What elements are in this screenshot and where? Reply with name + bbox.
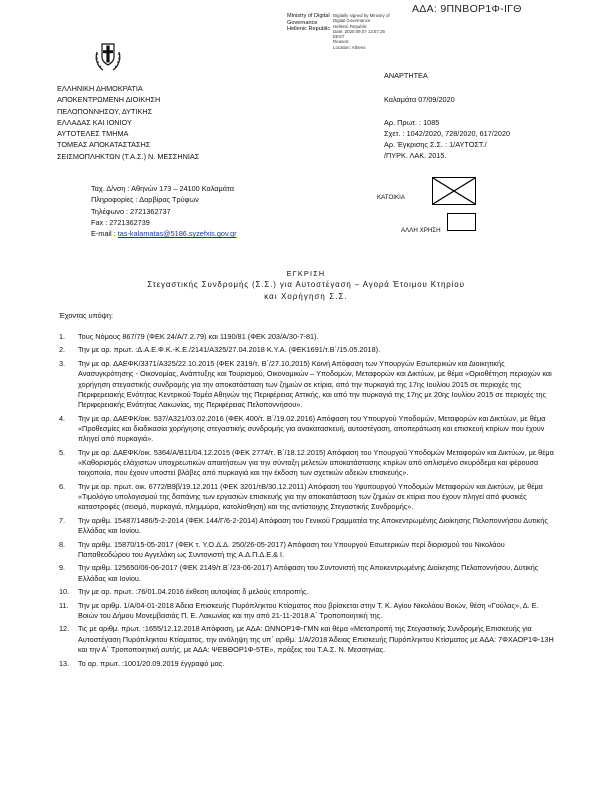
digital-signature-issuer: Ministry of Digital Governance Hellenic Republic	[287, 13, 331, 33]
email-line: E-mail : tas-kalamatas@5186.syzefxis.gov.gr	[91, 229, 237, 239]
greek-coat-of-arms-icon	[94, 38, 122, 72]
heading-title: ΕΓΚΡΙΣΗ	[286, 269, 326, 278]
other-use-label: ΑΛΛΗ ΧΡΗΣΗ	[401, 227, 441, 234]
legal-basis-list	[59, 332, 555, 672]
contact-block	[91, 183, 237, 239]
list-item: 13. Το αρ. πρωτ. :1001/20.09.2019 έγγραφό μας.	[59, 658, 225, 668]
list-item: 8. Την αριθμ. 15870/15-05-2017 (ΦΕΚ τ. Υ.Ο.Δ.Δ. 250/26-05-2017) Απόφαση του Υπουργού Εσωτερικών περί διορισμού του Νικολάου Παπαθεοδώρου του Αγγελάκη ως Συντονιστή της Α.Δ.Π.Δ.Ε.& Ι.	[59, 539, 505, 559]
decision-title-line2: και Χορήγηση Σ.Σ.	[264, 291, 348, 301]
related-documents: Σχετ. : 1042/2020, 728/2020, 617/2020	[384, 128, 511, 138]
list-item: 9. Την αριθμ. 125650/06-06-2017 (ΦΕΚ 2149/τ.Β΄/23-06-2017) Απόφαση του Συντονιστή της Αποκεντρωμένης Διοίκησης Πελοποννήσου, Δυτικής Ελλάδας και Ιονίου.	[59, 563, 539, 583]
considering-lead: Έχοντας υπόψη:	[59, 311, 113, 320]
approval-number: Αρ. Έγκρισης Σ.Σ. : 1/ΑΥΤΟΣΤ./	[384, 140, 487, 150]
fax-number: Fax : 2721362739	[91, 217, 150, 227]
list-item: 11. Την με αριθμ. 1/Α/04-01-2018 Άδεια Επισκευής Πυρόπληκτου Κτίσματος που βρίσκεται στην Τ. Κ. Αγίου Νικολάου Βοιών, θέση «Γούλας», Δ. Ε. Βοιών του Δήμου Μονεμβασιάς Π. Ε. Λακωνίας και την από 21-11-2018 Α΄ Τροποποιητική της.	[59, 600, 539, 620]
contact-person: Πληροφορίες : Δαρβίρας Τρύφων	[91, 195, 199, 205]
decision-title-line1: Στεγαστικής Συνδρομής (Σ.Σ.) για Αυτοστέγαση – Αγορά Έτοιμου Κτηρίου	[147, 280, 465, 290]
list-item: 5. Την με αρ. ΔΑΕΦΚ/οικ. 5364/Α/Β11/04.12.2015 (ΦΕΚ 2774/τ. Β΄/18.12.2015) Απόφαση του Υπουργού Υποδομών Μεταφορών και Δικτύων, με θέμα «Καθορισμός ελάχιστων υποχρεωτικών απαιτήσεων για την σύνταξη μελετών αποκατάστασης κτιρίων από οπλισμένο σκυρόδεμα και φέρουσα τοιχοποιία, που έχουν υποστεί βλάβες από πυρκαγιά και την έκδοση των σχετικών αδειών επισκευής».	[59, 447, 554, 478]
list-item: 4. Την με αρ. ΔΑΕΦΚ/οικ. 537/Α321/03.02.2016 (ΦΕΚ 400/τ. Β΄/19.02.2016) Απόφαση του Υπουργού Υποδομών, Μεταφορών και Δικτύων, με θέμα «Προθεσμίες και διαδικασία χορήγησης στεγαστικής συνδρομής για ανακατασκευή, αυτοστέγαση, αποπεράτωση και επισκευή κτιρίων που έχουν πληγεί από πυρκαγιά».	[59, 413, 546, 444]
list-item: 2. Την με αρ. πρωτ. :Δ.Α.Ε.Φ.Κ.-Κ.Ε./2141/Α325/27.04.2018 Κ.Υ.Α. (ΦΕΚ1691/τ.Β΄/15.05.2018).	[59, 345, 381, 355]
list-item: 10. Την με αρ. πρωτ. :76/01.04.2016 έκθεση αυτοψίας δ μελούς επιτροπής.	[59, 587, 309, 597]
decision-heading	[57, 268, 555, 302]
protocol-number: Αρ. Πρωτ. : 1085	[384, 117, 440, 127]
list-item: 12. Τις με αριθμ. πρωτ. :1655/12.12.2018 Απόφαση, με ΑΔΑ: ΩΝΝΟΡ1Φ-ΓΜΝ και θέμα «Μεταπροπή της Στεγαστικής Συνδρομής Επισκευής για Αυτοστέγαση Πυρόπληκτου Κτίσματος, την ανάληψη της υπ΄ αριθμ. 1/Α/2018 Άδειας Επισκευής Πυρόπληκτου Κτίσματος με ΑΔΑ: 7ΦΧΑΟΡ1Φ-13Η και την Α΄ Τροποποιητική αυτής, με ΑΔΑ: ΨΕΒΘΟΡ1Φ-5ΤΕ», πράξεις του Τ.Α.Σ. Ν. Μεσσηνίας.	[59, 624, 554, 655]
residence-label: ΚΑΤΟΙΚΙΑ	[377, 194, 405, 201]
residence-checkbox-marked	[432, 177, 476, 205]
list-item: 6. Την με αρ. πρωτ. οικ. 6772/Β9β/19.12.2011 (ΦΕΚ 3201/τΒ/30.12.2011) Απόφαση του Υφυπουργού Υποδομών Μεταφορών και Δικτύων, με θέμα «Τιμολόγιο υπολογισμού της δαπάνης των εργασιών επισκευής για την αποκατάσταση των ζημιών σε κτίρια που έχουν πληγεί από φυσικές καταστροφές (σεισμό, πυρκαγιά, πλημμύρα, κατολίσθηση) και της αντίστοιχης Στεγαστικής Συνδρομής».	[59, 481, 543, 512]
ada-code: ΑΔΑ: 9ΠΝΒΟΡ1Φ-ΙΓΘ	[412, 3, 522, 15]
posting-status: ΑΝΑΡΤΗΤΕΑ	[384, 71, 428, 80]
postal-address: Ταχ. Δ/νση : Αθηνών 173 – 24100 Καλαμάτα	[91, 184, 234, 193]
other-use-checkbox	[447, 213, 476, 231]
list-item: 7. Την αριθμ. 15487/1486/5-2-2014 (ΦΕΚ 144/Γ/6-2-2014) Απόφαση του Γενικού Γραμματέα της Αποκεντρωμένης Διοίκησης Πελοποννήσου Δυτικής Ελλάδας και Ιονίου.	[59, 515, 548, 536]
digital-signature-details: Digitally signed by Ministry of Digital Governance Hellenic Republic Date: 2020.09.07 13:57:26 EEST Reason: Location: Athens	[333, 13, 390, 50]
document-date: Καλαμάτα 07/09/2020	[384, 95, 455, 104]
list-item: 3. Την με αρ. ΔΑΕΦΚ/3371/Α325/22.10.2015 (ΦΕΚ 2319/τ. Β΄/27.10.2015) Κοινή Απόφαση των Υπουργών Εσωτερικών και Διοικητικής Ανασυγκρότησης - Οικονομίας, Ανάπτυξης και Τουρισμού, Οικονομικών – Υποδομών, Μεταφορών και Δικτύων, με θέμα «Οριοθέτηση περιοχών και χορήγηση στεγαστικής συνδρομής για την αποκατάσταση των ζημιών σε κτίρια, από την πυρκαγιά της 17ης Ιουλίου 2015 σε περιοχές της Περιφερειακής Ενότητας Κεντρικού Τομέα Αθηνών της Περιφέρειας Αττικής, και από την πυρκαγιά της 17ης με 20ης Ιουλίου 2015 σε περιοχές της Περιφερειακής Ενότητας Λακωνίας, της Περιφέρειας Πελοποννήσου».	[59, 358, 552, 410]
issuing-authority: ΕΛΛΗΝΙΚΗ ΔΗΜΟΚΡΑΤΙΑ ΑΠΟΚΕΝΤΡΩΜΕΝΗ ΔΙΟΙΚΗΣΗ ΠΕΛΟΠΟΝΝΗΣΟΥ, ΔΥΤΙΚΗΣ ΕΛΛΑΔΑΣ ΚΑΙ ΙΟΝΙΟΥ ΑΥΤΟΤΕΛΕΣ ΤΜΗΜΑ ΤΟΜΕΑΣ ΑΠΟΚΑΤΑΣΤΑΣΗΣ ΣΕΙΣΜΟΠΛΗΚΤΩΝ (Τ.Α.Σ.) Ν. ΜΕΣΣΗΝΙΑΣ	[57, 84, 200, 161]
list-item: 1. Τους Νόμους 867/79 (ΦΕΚ 24/Α/7.2.79) και 1190/81 (ΦΕΚ 203/Α/30-7-81).	[59, 332, 319, 341]
email-link[interactable]: tas-kalamatas@5186.syzefxis.gov.gr	[117, 229, 237, 239]
phone-number: Τηλέφωνο : 2721362737	[91, 206, 171, 216]
reference-block: Καλαμάτα 07/09/2020 Αρ. Πρωτ. : 1085 Σχετ. : 1042/2020, 728/2020, 617/2020 Αρ. Έγκρισης Σ.Σ. : 1/ΑΥΤΟΣΤ./ /ΠΥΡΚ. ΛΑΚ. 2015.	[384, 95, 511, 161]
